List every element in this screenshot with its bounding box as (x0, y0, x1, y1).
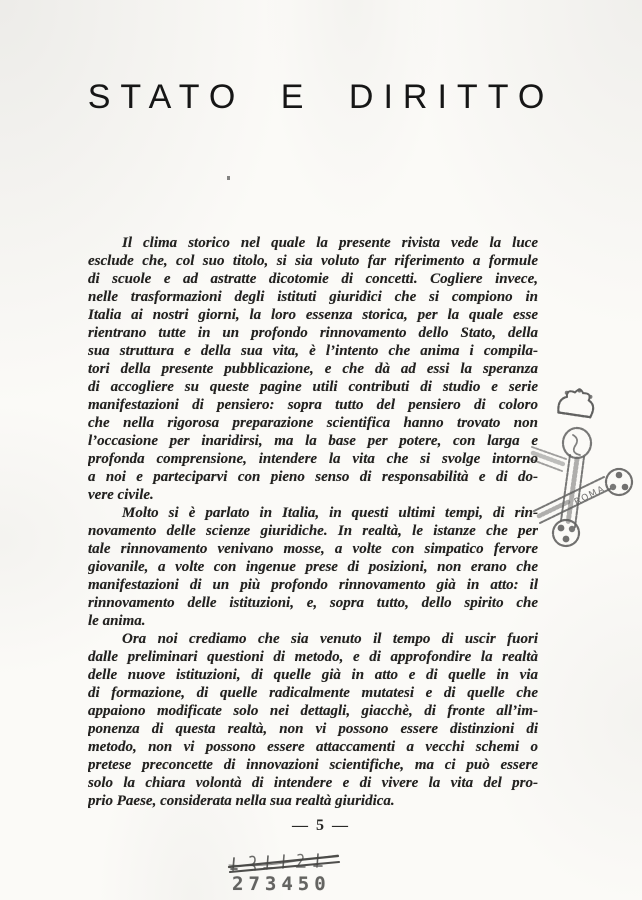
body-line: dalle preliminari questioni di metodo, e di approfondire la realtà (88, 649, 538, 665)
library-emblem-stamp (530, 381, 642, 553)
body-paragraph (88, 630, 538, 810)
page-title: STATO E DIRITTO (87, 78, 555, 116)
body-line: tori della presente pubblicazione, e che dà ad essi la speranza (88, 361, 538, 377)
body-line: tale rinnovamento venivano mosse, a volte con simpatico fervore (88, 541, 538, 557)
body-paragraph (88, 504, 538, 630)
body-paragraph (88, 234, 538, 504)
page-number: — 5 — (292, 817, 350, 834)
body-line: metodo, non vi possono essere attaccamenti a vecchi schemi o (88, 739, 538, 755)
body-line: le anima. (88, 613, 146, 629)
body-line: rinnovamento delle istituzioni, e, sopra tutto, dello spirito che (88, 595, 538, 611)
body-line: solo la chiara volontà di intendere e di vivere la vita del pro- (88, 775, 538, 791)
body-line: manifestazioni di un più profondo rinnovamento già in atto: il (88, 577, 538, 593)
crown-icon (557, 385, 597, 420)
body-line: vere civile. (88, 487, 154, 503)
body-line: ponenza di questa realtà, non vi possono essere distinzioni di (88, 721, 538, 737)
body-line: giovanile, a volte con ingenue prese di posizioni, non erano che (88, 559, 538, 575)
body-line: di accogliere su queste pagine utili contributi di studio e serie (88, 379, 538, 395)
body-line: Il clima storico nel quale la presente rivista vede la luce (122, 235, 538, 251)
body-line: pretese preconcette di innovazioni scientifiche, ma ci può essere (88, 757, 538, 773)
stamp-text: ROMA (572, 484, 608, 508)
body-line: Molto si è parlato in Italia, in questi ultimi tempi, di rin- (122, 505, 538, 521)
body-line: delle nuove istituzioni, di quelle già in atto e di quelle in via (88, 667, 538, 683)
body-text (88, 234, 538, 810)
body-line: di scuole e ad astratte dicotomie di concetti. Cogliere invece, (88, 271, 538, 287)
body-line: profonda comprensione, intendere la vita che si svolge intorno (88, 451, 538, 467)
body-line: sua struttura e della sua vita, è l’intento che anima i compila- (88, 343, 538, 359)
ink-speck (227, 176, 230, 180)
body-line: novamento delle scienze giuridiche. In realtà, le istanze che per (88, 523, 538, 539)
body-line: appaiono modificate solo nei dettagli, giacchè, di fronte all’im- (88, 703, 538, 719)
body-line: esclude che, col suo titolo, si sia voluto far riferimento a formule (88, 253, 538, 269)
body-line: manifestazioni di pensiero: sopra tutto del pensiero di coloro (88, 397, 538, 413)
body-line: prio Paese, considerata nella sua realtà giuridica. (88, 793, 395, 809)
body-line: che nella rigorosa preparazione scientifica hanno trovato non (88, 415, 538, 431)
body-line: di formazione, di quelle radicalmente mutatesi e di quelle che (88, 685, 538, 701)
body-line: rientrano tutte in un profondo rinnovamento dello Stato, della (88, 325, 538, 341)
body-line: nelle trasformazioni degli istituti giuridici che si compiono in (88, 289, 538, 305)
body-line: Italia ai nostri giorni, la loro essenza storica, per la quale esse (88, 307, 538, 323)
accession-number-stamp: 273450 (232, 873, 331, 895)
body-line: a noi e parteciparvi con pieno senso di responsabilità e di do- (88, 469, 538, 485)
body-line: l’occasione per inaridirsi, ma la base per potere, con larga e (88, 433, 538, 449)
body-line: Ora noi crediamo che sia venuto il tempo di uscir fuori (122, 631, 538, 647)
